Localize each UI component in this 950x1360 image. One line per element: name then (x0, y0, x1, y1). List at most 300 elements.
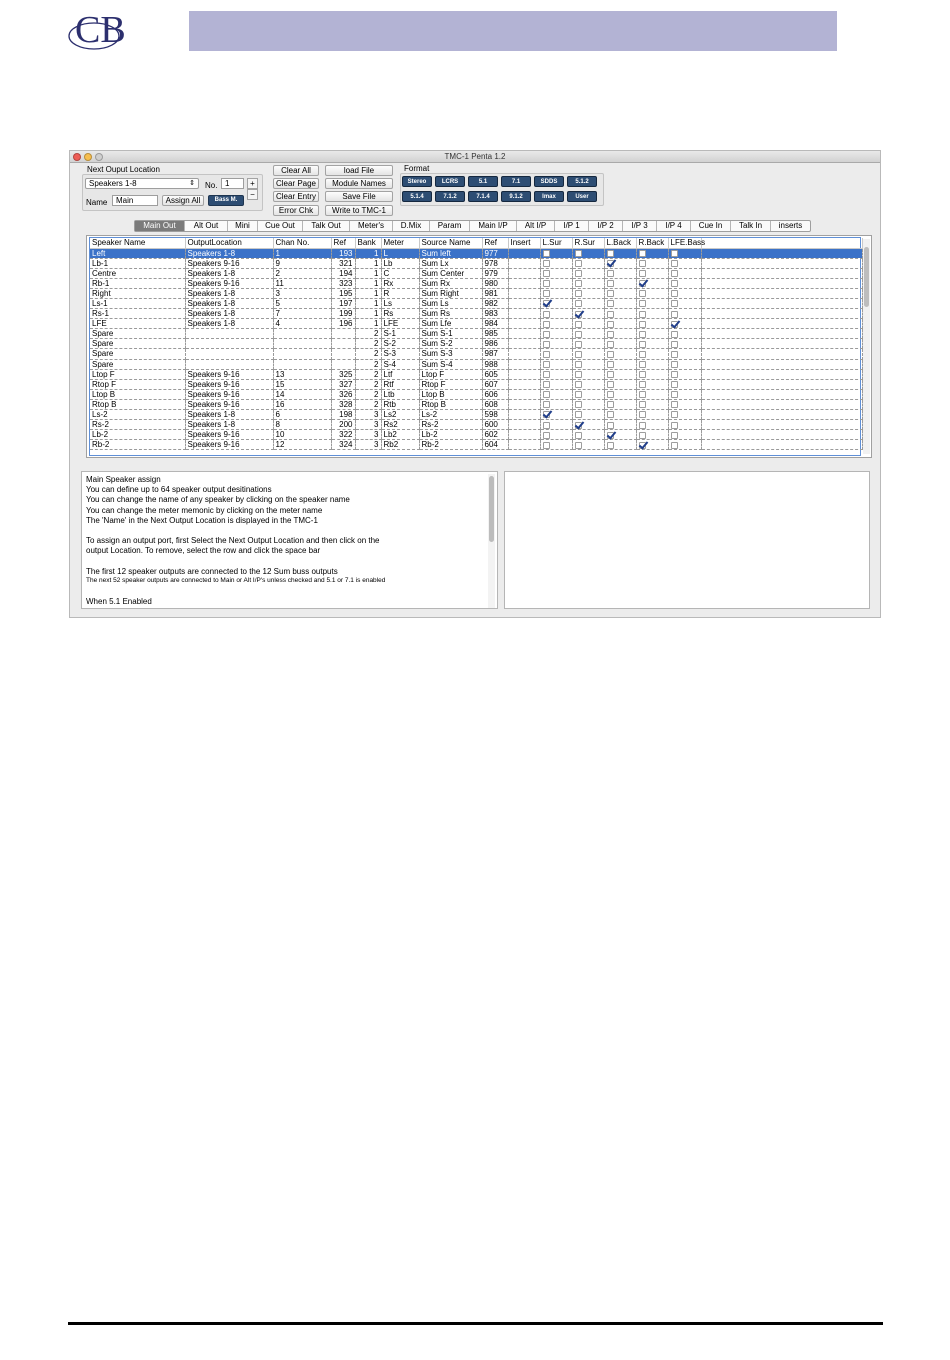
cell-insert[interactable] (508, 298, 540, 308)
cell-ref[interactable] (331, 329, 355, 339)
tab-inserts[interactable]: inserts (778, 221, 803, 230)
cell-ref2[interactable]: 985 (482, 329, 508, 339)
cell-loc[interactable]: Speakers 9-16 (185, 440, 273, 450)
speaker-select[interactable] (85, 178, 199, 189)
checkbox[interactable] (671, 381, 678, 388)
cell-ref[interactable] (331, 349, 355, 359)
cell-loc[interactable]: Speakers 1-8 (185, 319, 273, 329)
cell-insert[interactable] (508, 420, 540, 430)
checkbox[interactable] (671, 351, 678, 358)
cell-ref[interactable]: 200 (331, 420, 355, 430)
cell-source[interactable]: Sum Center (419, 268, 482, 278)
checkbox[interactable] (575, 341, 582, 348)
cell-insert[interactable] (508, 339, 540, 349)
cell-chan[interactable]: 2 (273, 268, 331, 278)
cell-meter[interactable]: Rs (381, 309, 419, 319)
cell-meter[interactable]: Lb2 (381, 430, 419, 440)
cell-loc[interactable]: Speakers 9-16 (185, 369, 273, 379)
checkbox[interactable] (639, 361, 646, 368)
checkbox[interactable] (671, 331, 678, 338)
cell-meter[interactable]: Rs2 (381, 420, 419, 430)
cell-name[interactable]: Right (90, 288, 185, 298)
checkbox-checked[interactable] (671, 321, 678, 328)
checkbox[interactable] (607, 331, 614, 338)
cell-chan[interactable]: 4 (273, 319, 331, 329)
cell-name[interactable]: Ls-1 (90, 298, 185, 308)
cell-source[interactable]: Rtop F (419, 379, 482, 389)
checkbox[interactable] (607, 381, 614, 388)
checkbox-checked[interactable] (607, 432, 614, 439)
cell-source[interactable]: Rb-2 (419, 440, 482, 450)
cell-name[interactable]: Rs-1 (90, 309, 185, 319)
clear-all-button[interactable]: Clear All (273, 165, 319, 176)
tab-cue-in[interactable]: Cue In (691, 221, 731, 231)
cell-chan[interactable]: 12 (273, 440, 331, 450)
col-source-name[interactable]: Source Name (419, 238, 482, 248)
cell-bank[interactable]: 1 (355, 278, 381, 288)
checkbox[interactable] (639, 311, 646, 318)
cell-ref2[interactable]: 979 (482, 268, 508, 278)
cell-insert[interactable] (508, 369, 540, 379)
format-7-1-button[interactable]: 7.1 (501, 176, 531, 187)
checkbox[interactable] (543, 311, 550, 318)
cell-loc[interactable]: Speakers 1-8 (185, 288, 273, 298)
cell-loc[interactable]: Speakers 9-16 (185, 258, 273, 268)
cell-name[interactable]: Left (90, 248, 185, 258)
cell-bank[interactable]: 3 (355, 410, 381, 420)
cell-source[interactable]: Rs-2 (419, 420, 482, 430)
write-tmc-button[interactable]: Write to TMC-1 (325, 205, 393, 216)
checkbox[interactable] (575, 331, 582, 338)
cell-bank[interactable]: 2 (355, 339, 381, 349)
checkbox[interactable] (607, 391, 614, 398)
tab-ip-4[interactable]: I/P 4 (657, 221, 691, 231)
table-row[interactable] (90, 379, 862, 389)
cell-loc[interactable]: Speakers 1-8 (185, 248, 273, 258)
cell-ref2[interactable]: 987 (482, 349, 508, 359)
table-row[interactable] (90, 389, 862, 399)
format-stereo-button[interactable]: Stereo (402, 176, 432, 187)
checkbox[interactable] (607, 371, 614, 378)
cell-ref2[interactable]: 980 (482, 278, 508, 288)
checkbox[interactable] (607, 351, 614, 358)
tab-alt-out[interactable]: Alt Out (185, 221, 228, 231)
cell-meter[interactable]: S-1 (381, 329, 419, 339)
table-row[interactable] (90, 339, 862, 349)
cell-meter[interactable]: Rtf (381, 379, 419, 389)
cell-meter[interactable]: Rx (381, 278, 419, 288)
cell-meter[interactable]: C (381, 268, 419, 278)
checkbox[interactable] (543, 391, 550, 398)
table-row[interactable] (90, 359, 862, 369)
cell-insert[interactable] (508, 319, 540, 329)
col-speaker-name[interactable]: Speaker Name (90, 238, 185, 248)
checkbox[interactable] (575, 411, 582, 418)
col-chan-no[interactable]: Chan No. (273, 238, 331, 248)
checkbox[interactable] (575, 351, 582, 358)
checkbox[interactable] (639, 371, 646, 378)
cell-insert[interactable] (508, 410, 540, 420)
help-scroll-thumb[interactable] (489, 476, 494, 542)
cell-name[interactable]: Ltop F (90, 369, 185, 379)
cell-loc[interactable] (185, 339, 273, 349)
checkbox[interactable] (575, 290, 582, 297)
tab-param[interactable]: Param (430, 221, 470, 231)
cell-chan[interactable]: 8 (273, 420, 331, 430)
checkbox[interactable] (575, 280, 582, 287)
cell-chan[interactable]: 13 (273, 369, 331, 379)
cell-chan[interactable]: 9 (273, 258, 331, 268)
cell-source[interactable]: Sum Lx (419, 258, 482, 268)
cell-chan[interactable]: 16 (273, 399, 331, 409)
checkbox[interactable] (671, 280, 678, 287)
checkbox[interactable] (671, 401, 678, 408)
assign-all-button[interactable]: Assign All (162, 195, 204, 206)
clear-page-button[interactable]: Clear Page (273, 178, 319, 189)
cell-source[interactable]: Sum Rs (419, 309, 482, 319)
checkbox[interactable] (575, 381, 582, 388)
cell-bank[interactable]: 2 (355, 379, 381, 389)
cell-insert[interactable] (508, 329, 540, 339)
cell-ref[interactable]: 196 (331, 319, 355, 329)
cell-source[interactable]: Ltop F (419, 369, 482, 379)
cell-name[interactable]: Rtop B (90, 399, 185, 409)
checkbox[interactable] (575, 442, 582, 449)
cell-chan[interactable] (273, 349, 331, 359)
cell-insert[interactable] (508, 399, 540, 409)
cell-source[interactable]: Lb-2 (419, 430, 482, 440)
col-l-sur[interactable]: L.Sur (540, 238, 572, 248)
cell-bank[interactable]: 1 (355, 319, 381, 329)
table-scroll-thumb[interactable] (864, 247, 869, 307)
cell-source[interactable]: Sum Lfe (419, 319, 482, 329)
format-lcrs-button[interactable]: LCRS (435, 176, 465, 187)
cell-loc[interactable]: Speakers 9-16 (185, 399, 273, 409)
cell-ref[interactable]: 193 (331, 248, 355, 258)
checkbox[interactable] (543, 270, 550, 277)
checkbox[interactable] (543, 361, 550, 368)
cell-insert[interactable] (508, 349, 540, 359)
cell-insert[interactable] (508, 379, 540, 389)
checkbox[interactable] (607, 401, 614, 408)
cell-ref2[interactable]: 605 (482, 369, 508, 379)
checkbox[interactable] (671, 391, 678, 398)
cell-meter[interactable]: S-2 (381, 339, 419, 349)
cell-ref[interactable]: 324 (331, 440, 355, 450)
checkbox[interactable] (639, 351, 646, 358)
cell-ref2[interactable]: 606 (482, 389, 508, 399)
checkbox[interactable] (639, 422, 646, 429)
cell-loc[interactable]: Speakers 1-8 (185, 420, 273, 430)
checkbox[interactable] (543, 432, 550, 439)
cell-source[interactable]: Sum S-4 (419, 359, 482, 369)
checkbox[interactable] (607, 250, 614, 257)
cell-bank[interactable]: 3 (355, 440, 381, 450)
cell-insert[interactable] (508, 440, 540, 450)
cell-ref[interactable]: 327 (331, 379, 355, 389)
cell-ref[interactable]: 322 (331, 430, 355, 440)
table-row[interactable] (90, 410, 862, 420)
cell-ref2[interactable]: 982 (482, 298, 508, 308)
checkbox[interactable] (543, 331, 550, 338)
checkbox[interactable] (671, 361, 678, 368)
cell-bank[interactable]: 3 (355, 420, 381, 430)
no-input[interactable]: 1 (221, 178, 244, 189)
cell-ref2[interactable]: 602 (482, 430, 508, 440)
cell-chan[interactable]: 1 (273, 248, 331, 258)
col-ref[interactable]: Ref (331, 238, 355, 248)
tab-ip-2[interactable]: I/P 2 (589, 221, 623, 231)
col-r-sur[interactable]: R.Sur (572, 238, 604, 248)
cell-source[interactable]: Sum Rx (419, 278, 482, 288)
checkbox[interactable] (575, 432, 582, 439)
no-stepper[interactable] (247, 178, 258, 200)
cell-insert[interactable] (508, 258, 540, 268)
checkbox[interactable] (671, 270, 678, 277)
minus-icon[interactable]: − (247, 189, 258, 200)
checkbox[interactable] (607, 270, 614, 277)
cell-chan[interactable]: 10 (273, 430, 331, 440)
col-ref2[interactable]: Ref (482, 238, 508, 248)
cell-chan[interactable] (273, 359, 331, 369)
cell-meter[interactable]: S-3 (381, 349, 419, 359)
cell-bank[interactable]: 3 (355, 430, 381, 440)
checkbox[interactable] (543, 290, 550, 297)
cell-insert[interactable] (508, 248, 540, 258)
checkbox[interactable] (671, 442, 678, 449)
cell-bank[interactable]: 2 (355, 369, 381, 379)
cell-ref[interactable]: 328 (331, 399, 355, 409)
cell-chan[interactable]: 11 (273, 278, 331, 288)
checkbox[interactable] (671, 260, 678, 267)
checkbox[interactable] (575, 401, 582, 408)
cell-loc[interactable]: Speakers 1-8 (185, 410, 273, 420)
cell-name[interactable]: Lb-1 (90, 258, 185, 268)
cell-bank[interactable]: 2 (355, 389, 381, 399)
tab-main-out[interactable]: Main Out (135, 221, 185, 231)
cell-ref[interactable]: 195 (331, 288, 355, 298)
format-9-1-2-button[interactable]: 9.1.2 (501, 191, 531, 202)
tab-talk-out[interactable]: Talk Out (303, 221, 350, 231)
cell-ref2[interactable]: 984 (482, 319, 508, 329)
cell-ref[interactable]: 323 (331, 278, 355, 288)
checkbox[interactable] (639, 341, 646, 348)
cell-name[interactable]: Rs-2 (90, 420, 185, 430)
format-5-1-2-button[interactable]: 5.1.2 (567, 176, 597, 187)
cell-bank[interactable]: 1 (355, 288, 381, 298)
cell-ref2[interactable]: 977 (482, 248, 508, 258)
cell-ref[interactable]: 194 (331, 268, 355, 278)
cell-meter[interactable]: Rb2 (381, 440, 419, 450)
cell-source[interactable]: Sum S-1 (419, 329, 482, 339)
cell-bank[interactable]: 1 (355, 268, 381, 278)
cell-insert[interactable] (508, 389, 540, 399)
checkbox[interactable] (607, 422, 614, 429)
cell-ref[interactable]: 199 (331, 309, 355, 319)
name-input[interactable]: Main (112, 195, 158, 206)
save-file-button[interactable]: Save File (325, 191, 393, 202)
checkbox[interactable] (639, 411, 646, 418)
cell-name[interactable]: Ltop B (90, 389, 185, 399)
checkbox[interactable] (671, 250, 678, 257)
cell-meter[interactable]: R (381, 288, 419, 298)
checkbox-checked[interactable] (607, 260, 614, 267)
cell-chan[interactable]: 6 (273, 410, 331, 420)
checkbox[interactable] (671, 311, 678, 318)
table-row[interactable] (90, 298, 862, 308)
cell-source[interactable]: Rtop B (419, 399, 482, 409)
checkbox-checked[interactable] (639, 280, 646, 287)
checkbox[interactable] (639, 432, 646, 439)
cell-ref2[interactable]: 978 (482, 258, 508, 268)
module-names-button[interactable]: Module Names (325, 178, 393, 189)
cell-loc[interactable] (185, 349, 273, 359)
cell-name[interactable]: Spare (90, 349, 185, 359)
cell-bank[interactable]: 2 (355, 399, 381, 409)
format-7-1-4-button[interactable]: 7.1.4 (468, 191, 498, 202)
cell-insert[interactable] (508, 359, 540, 369)
cell-loc[interactable]: Speakers 9-16 (185, 389, 273, 399)
cell-loc[interactable]: Speakers 9-16 (185, 430, 273, 440)
checkbox[interactable] (575, 260, 582, 267)
cell-ref[interactable]: 197 (331, 298, 355, 308)
checkbox-checked[interactable] (639, 442, 646, 449)
checkbox[interactable] (543, 260, 550, 267)
cell-name[interactable]: Lb-2 (90, 430, 185, 440)
cell-ref[interactable] (331, 359, 355, 369)
cell-meter[interactable]: Lb (381, 258, 419, 268)
cell-ref2[interactable]: 598 (482, 410, 508, 420)
cell-chan[interactable]: 7 (273, 309, 331, 319)
checkbox[interactable] (543, 401, 550, 408)
cell-insert[interactable] (508, 430, 540, 440)
cell-name[interactable]: Rb-1 (90, 278, 185, 288)
checkbox[interactable] (671, 411, 678, 418)
table-row[interactable] (90, 288, 862, 298)
cell-loc[interactable]: Speakers 9-16 (185, 278, 273, 288)
checkbox[interactable] (639, 260, 646, 267)
cell-meter[interactable]: Ls (381, 298, 419, 308)
checkbox[interactable] (639, 250, 646, 257)
tab-d-mix[interactable]: D.Mix (393, 221, 430, 231)
checkbox[interactable] (607, 280, 614, 287)
cell-bank[interactable]: 2 (355, 329, 381, 339)
tab-ip-3[interactable]: I/P 3 (623, 221, 657, 231)
checkbox[interactable] (671, 300, 678, 307)
checkbox[interactable] (575, 270, 582, 277)
tab-cue-out[interactable]: Cue Out (258, 221, 303, 231)
checkbox-checked[interactable] (543, 300, 550, 307)
col-meter[interactable]: Meter (381, 238, 419, 248)
tab-mini[interactable]: Mini (228, 221, 258, 231)
cell-insert[interactable] (508, 288, 540, 298)
checkbox[interactable] (575, 250, 582, 257)
checkbox[interactable] (543, 381, 550, 388)
cell-bank[interactable]: 2 (355, 349, 381, 359)
cell-name[interactable]: Spare (90, 339, 185, 349)
checkbox-checked[interactable] (543, 411, 550, 418)
col-lfe-bass[interactable]: LFE.Bass (668, 238, 701, 248)
cell-insert[interactable] (508, 268, 540, 278)
checkbox[interactable] (607, 300, 614, 307)
cell-meter[interactable]: S-4 (381, 359, 419, 369)
tab-main-ip[interactable]: Main I/P (470, 221, 517, 231)
checkbox[interactable] (607, 311, 614, 318)
cell-ref[interactable]: 198 (331, 410, 355, 420)
cell-meter[interactable]: LFE (381, 319, 419, 329)
checkbox[interactable] (607, 361, 614, 368)
cell-source[interactable]: Sum Right (419, 288, 482, 298)
checkbox[interactable] (639, 321, 646, 328)
cell-name[interactable]: Spare (90, 329, 185, 339)
cell-ref2[interactable]: 604 (482, 440, 508, 450)
format-5-1-4-button[interactable]: 5.1.4 (402, 191, 432, 202)
cell-ref2[interactable]: 988 (482, 359, 508, 369)
cell-ref2[interactable]: 608 (482, 399, 508, 409)
cell-ref2[interactable]: 600 (482, 420, 508, 430)
cell-insert[interactable] (508, 309, 540, 319)
table-row[interactable] (90, 430, 862, 440)
cell-bank[interactable]: 2 (355, 359, 381, 369)
checkbox[interactable] (639, 300, 646, 307)
checkbox[interactable] (671, 422, 678, 429)
checkbox[interactable] (543, 422, 550, 429)
table-row[interactable] (90, 248, 862, 258)
checkbox[interactable] (671, 290, 678, 297)
checkbox[interactable] (639, 391, 646, 398)
checkbox[interactable] (575, 391, 582, 398)
checkbox[interactable] (607, 411, 614, 418)
format-7-1-2-button[interactable]: 7.1.2 (435, 191, 465, 202)
checkbox[interactable] (607, 290, 614, 297)
checkbox[interactable] (639, 270, 646, 277)
cell-loc[interactable]: Speakers 1-8 (185, 298, 273, 308)
table-row[interactable] (90, 319, 862, 329)
cell-meter[interactable]: Ltb (381, 389, 419, 399)
checkbox[interactable] (575, 300, 582, 307)
checkbox[interactable] (671, 432, 678, 439)
col-r-back[interactable]: R.Back (636, 238, 668, 248)
table-row[interactable] (90, 399, 862, 409)
checkbox[interactable] (639, 381, 646, 388)
cell-chan[interactable]: 14 (273, 389, 331, 399)
help-scrollbar[interactable] (488, 474, 495, 608)
table-row[interactable] (90, 440, 862, 450)
checkbox-checked[interactable] (575, 311, 582, 318)
cell-chan[interactable]: 3 (273, 288, 331, 298)
cell-loc[interactable] (185, 359, 273, 369)
cell-loc[interactable] (185, 329, 273, 339)
clear-entry-button[interactable]: Clear Entry (273, 191, 319, 202)
col-l-back[interactable]: L.Back (604, 238, 636, 248)
col-bank[interactable]: Bank (355, 238, 381, 248)
table-row[interactable] (90, 309, 862, 319)
cell-chan[interactable]: 15 (273, 379, 331, 389)
format-5-1-button[interactable]: 5.1 (468, 176, 498, 187)
cell-ref2[interactable]: 986 (482, 339, 508, 349)
checkbox[interactable] (575, 371, 582, 378)
cell-source[interactable]: Ltop B (419, 389, 482, 399)
checkbox[interactable] (671, 371, 678, 378)
cell-ref[interactable]: 326 (331, 389, 355, 399)
checkbox[interactable] (543, 321, 550, 328)
tab-meters[interactable]: Meter's (350, 221, 393, 231)
checkbox[interactable] (575, 361, 582, 368)
cell-source[interactable]: Ls-2 (419, 410, 482, 420)
cell-loc[interactable]: Speakers 9-16 (185, 379, 273, 389)
checkbox[interactable] (543, 351, 550, 358)
table-scrollbar[interactable] (863, 239, 870, 454)
